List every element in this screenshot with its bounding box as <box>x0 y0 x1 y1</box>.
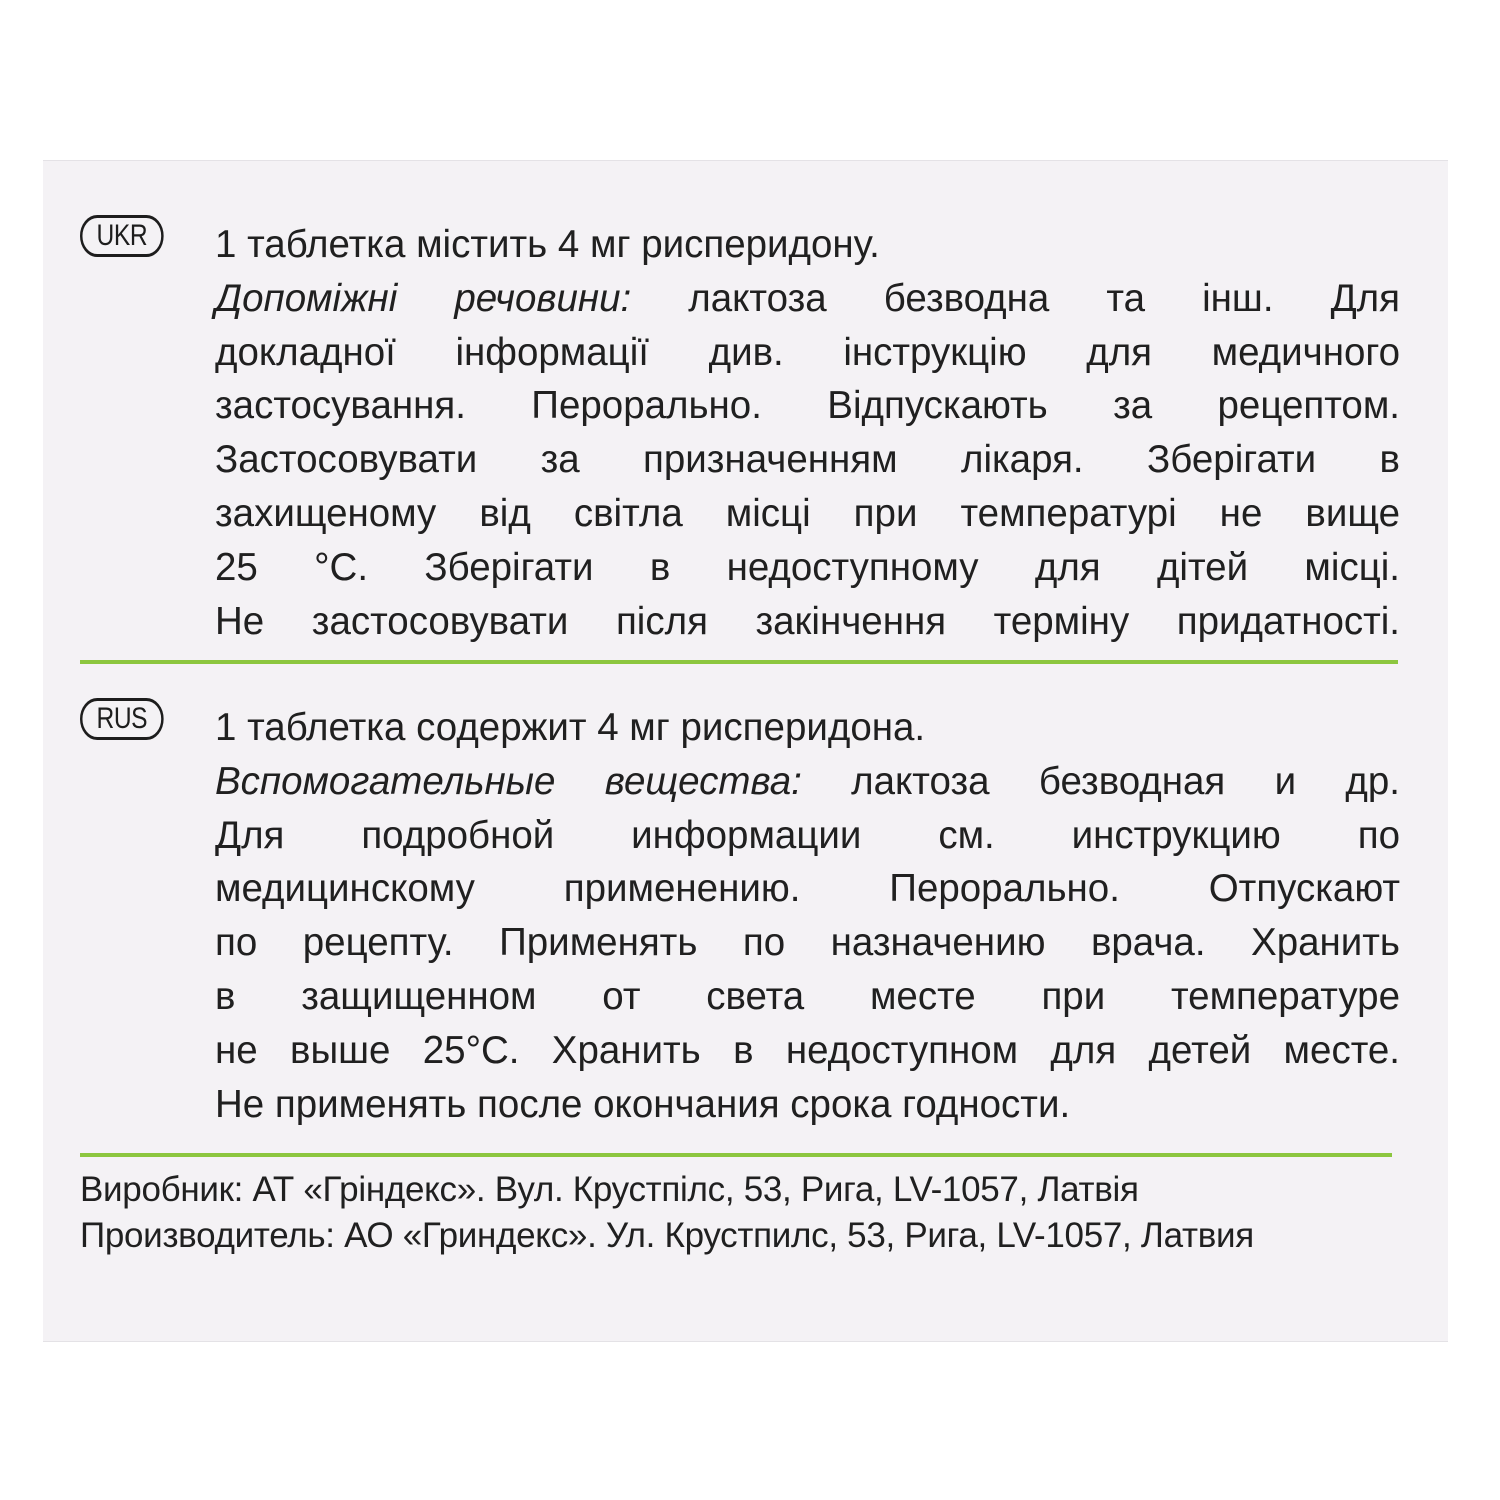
ukr-text-line: Не застосовувати після закінчення терміну придатності. <box>215 599 1400 643</box>
manufacturer-rus: Производитель: АО «Гриндекс». Ул. Крустпилс, 53, Рига, LV-1057, Латвия <box>80 1216 1254 1255</box>
ukr-excipients-label: Допоміжні речовини: <box>215 276 632 320</box>
ukr-text-line: докладної інформації див. інструкцію для медичного <box>215 330 1400 374</box>
section-divider <box>80 1153 1392 1157</box>
ukr-text-line: захищеному від світла місці при температурі не вище <box>215 491 1400 535</box>
rus-text-line: Для подробной информации см. инструкцию по <box>215 813 1400 857</box>
manufacturer-ukr: Виробник: АТ «Гріндекс». Вул. Крустпілс, 53, Рига, LV-1057, Латвія <box>80 1170 1139 1209</box>
rus-text-line: Не применять после окончания срока годности. <box>215 1082 1071 1126</box>
rus-composition-line: 1 таблетка содержит 4 мг рисперидона. <box>215 706 926 749</box>
ukr-text-line: 25 °С. Зберігати в недоступному для дітей місці. <box>215 545 1400 589</box>
ukr-language-badge: UKR <box>80 215 164 257</box>
rus-excipients-value: лактоза безводная и др. <box>801 759 1400 803</box>
rus-text-line: в защищенном от света месте при температуре <box>215 974 1400 1018</box>
rus-text-line: по рецепту. Применять по назначению врача. Хранить <box>215 921 1400 965</box>
rus-text-line: медицинскому применению. Перорально. Отпускают <box>215 867 1400 911</box>
ukr-text-block <box>215 218 1400 648</box>
rus-text-block <box>215 701 1400 1131</box>
rus-excipients-line <box>215 755 1400 809</box>
ukr-text-line: застосування. Перорально. Відпускають за рецептом. <box>215 384 1400 428</box>
ukr-excipients-line <box>215 272 1400 326</box>
ukr-text-line: Застосовувати за призначенням лікаря. Зберігати в <box>215 438 1400 482</box>
ukr-excipients-value: лактоза безводна та інш. Для <box>631 276 1400 320</box>
rus-excipients-label: Вспомогательные вещества: <box>215 759 802 803</box>
rus-text-line: не выше 25°С. Хранить в недоступном для детей месте. <box>215 1028 1400 1072</box>
ukr-composition-line: 1 таблетка містить 4 мг рисперидону. <box>215 223 880 266</box>
rus-language-badge: RUS <box>80 698 164 740</box>
section-divider <box>80 660 1398 664</box>
